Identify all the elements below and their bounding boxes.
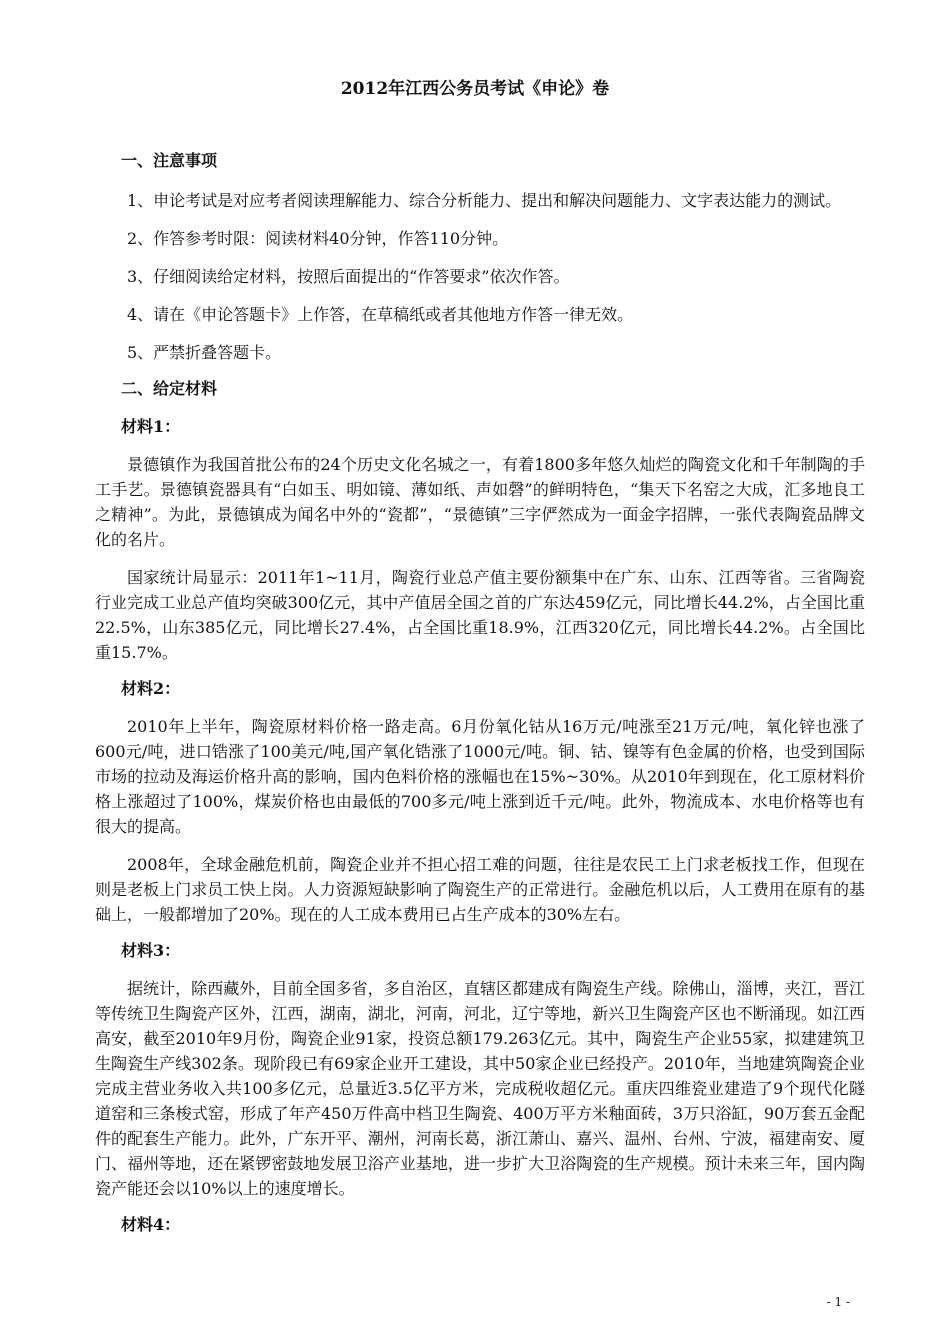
document-title: 2012年江西公务员考试《申论》卷 xyxy=(340,79,610,99)
material-1-paragraph-1: 景德镇作为我国首批公布的24个历史文化名城之一，有着1800多年悠久灿烂的陶瓷文化和千年制陶的手工手艺。景德镇瓷器具有“白如玉、明如镜、薄如纸、声如磬”的鲜明特色，“集天下名窑之大成，汇多地良工之精神”。为此，景德镇成为闻名中外的“瓷都”，“景德镇”三字俨然成为一面金字招牌，一张代表陶瓷品牌文化的名片。 xyxy=(95,455,865,549)
note-item: 2、作答参考时限：阅读材料40分钟，作答110分钟。 xyxy=(127,229,509,248)
note-item: 3、仔细阅读给定材料，按照后面提出的“作答要求”依次作答。 xyxy=(127,267,570,286)
page-number: - 1 - xyxy=(826,1295,850,1309)
section-heading-notes: 一、注意事项 xyxy=(121,151,218,170)
material-1-heading: 材料1： xyxy=(121,417,181,436)
material-2-paragraph-2: 2008年，全球金融危机前，陶瓷企业并不担心招工难的问题，往往是农民工上门求老板找工作，但现在则是老板上门求员工快上岗。人力资源短缺影响了陶瓷生产的正常进行。金融危机以后，人工费用在原有的基础上，一般都增加了20%。现在的人工成本费用已占生产成本的30%左右。 xyxy=(95,855,865,924)
material-3-heading: 材料3： xyxy=(121,941,181,960)
note-item: 5、严禁折叠答题卡。 xyxy=(127,343,282,362)
note-item: 4、请在《申论答题卡》上作答，在草稿纸或者其他地方作答一律无效。 xyxy=(127,305,634,324)
material-1-paragraph-2: 国家统计局显示：2011年1~11月，陶瓷行业总产值主要份额集中在广东、山东、江西等省。三省陶瓷行业完成工业总产值均突破300亿元，其中产值居全国之首的广东达459亿元，同比增长44.2%，占全国比重22.5%，山东385亿元，同比增长27.4%，占全国比重18.9%，江西320亿元，同比增长44.2%。占全国比重15.7%。 xyxy=(95,568,865,662)
material-4-heading: 材料4： xyxy=(121,1215,181,1234)
note-item: 1、申论考试是对应考者阅读理解能力、综合分析能力、提出和解决问题能力、文字表达能力的测试。 xyxy=(127,191,842,210)
material-3-paragraph-1: 据统计，除西藏外，目前全国多省，多自治区，直辖区都建成有陶瓷生产线。除佛山，淄博，夹江，晋江等传统卫生陶瓷产区外，江西，湖南，湖北，河南，河北，辽宁等地，新兴卫生陶瓷产区也不断涌现。如江西高安，截至2010年9月份，陶瓷企业91家，投资总额179.263亿元。其中，陶瓷生产企业55家，拟建建筑卫生陶瓷生产线302条。现阶段已有69家企业开工建设，其中50家企业已经投产。2010年，当地建筑陶瓷企业完成主营业务收入共100多亿元，总量近3.5亿平方米，完成税收超亿元。重庆四维瓷业建造了9个现代化隧道窑和三条梭式窑，形成了年产450万件高中档卫生陶瓷、400万平方米釉面砖，3万只浴缸，90万套五金配件的配套生产能力。此外，广东开平、潮州，河南长葛，浙江萧山、嘉兴、温州、台州、宁波，福建南安、厦门、福州等地，还在紧锣密鼓地发展卫浴产业基地，进一步扩大卫浴陶瓷的生产规模。预计未来三年，国内陶瓷产能还会以10%以上的速度增长。 xyxy=(95,979,865,1198)
material-2-heading: 材料2： xyxy=(121,679,181,698)
section-heading-materials: 二、给定材料 xyxy=(121,379,218,398)
material-2-paragraph-1: 2010年上半年，陶瓷原材料价格一路走高。6月份氧化钴从16万元/吨涨至21万元/吨，氧化锌也涨了600元/吨，进口锆涨了100美元/吨,国产氧化锆涨了1000元/吨。铜、钴、镍等有色金属的价格，也受到国际市场的拉动及海运价格升高的影响，国内色料价格的涨幅也在15%~30%。从2010年到现在，化工原材料价格上涨超过了100%，煤炭价格也由最低的700多元/吨上涨到近千元/吨。此外，物流成本、水电价格等也有很大的提高。 xyxy=(95,717,865,836)
document-body xyxy=(95,150,865,1250)
